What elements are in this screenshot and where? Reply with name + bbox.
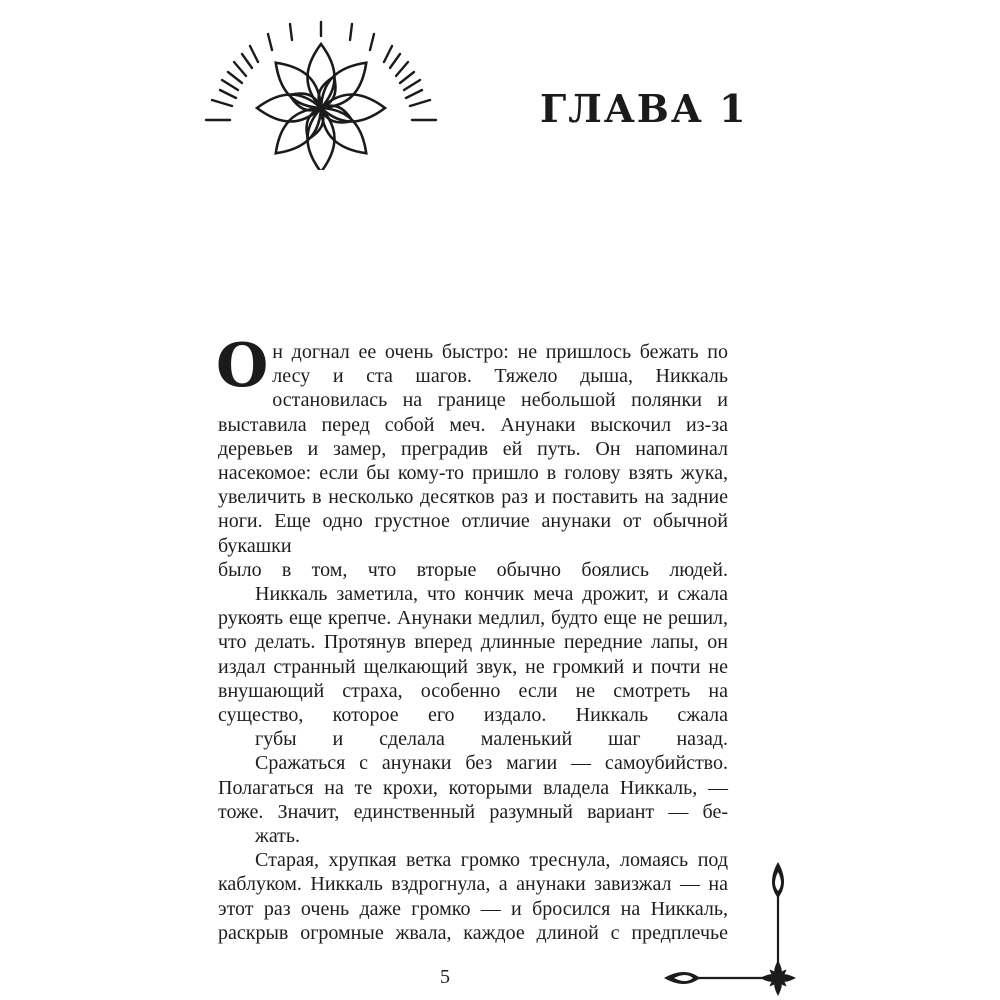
paragraph-text: Никкаль заметила, что кончик меча дрожит, и сжала рукоять еще крепче. Анунаки медлил, будто еще не решил, что делать. Протянув вперед длинные передние лапы, он издал странный щелкающий звук, не громкий и почти не внушающий страха, особенно если не смотреть на существо, которое его издало. Никкаль сжала: [218, 583, 728, 727]
paragraph-text: лесу и ста шагов. Тяжело дыша, Никкаль остановилась на границе небольшой полянки и выставила перед собой меч. Анунаки выскочил из-за деревьев и замер, преградив ей путь. Он напоминал насекомое: если бы кому-то пришло в голову взять жука, увеличить в несколько десятков раз и поставить на задние ноги. Еще одно грустное отличие анунаки от обычной букашки: [218, 365, 728, 557]
paragraph: [218, 582, 728, 751]
page-number: 5: [440, 966, 450, 988]
drop-cap: О: [216, 331, 269, 401]
corner-ornament-icon: [660, 858, 820, 1000]
paragraph: [218, 751, 728, 848]
paragraph-last-line: было в том, что вторые обычно боялись людей.: [218, 558, 728, 581]
paragraph-last-line: жать.: [255, 825, 301, 848]
chapter-title: ГЛАВА 1: [540, 86, 748, 131]
paragraph: [218, 848, 728, 945]
paragraph: [216, 331, 728, 582]
paragraph-text: Сражаться с анунаки без магии — самоубийство. Полагаться на те крохи, которыми владела Никкаль, — тоже. Значит, единственный разумный вариант — бе-: [218, 752, 728, 823]
lotus-ornament-icon: [200, 20, 442, 170]
paragraph-text: Старая, хрупкая ветка громко треснула, ломаясь под каблуком. Никкаль вздрогнула, а анунаки завизжал — на этот раз очень даже громко — и бросился на Никкаль, раскрыв огромные жвала, каждое длиной с предплечье: [218, 849, 728, 944]
chapter-body: [216, 331, 728, 945]
paragraph-text: н догнал ее очень быстро: не пришлось бежать по: [272, 341, 728, 363]
paragraph-last-line: губы и сделала маленький шаг назад.: [255, 728, 728, 751]
